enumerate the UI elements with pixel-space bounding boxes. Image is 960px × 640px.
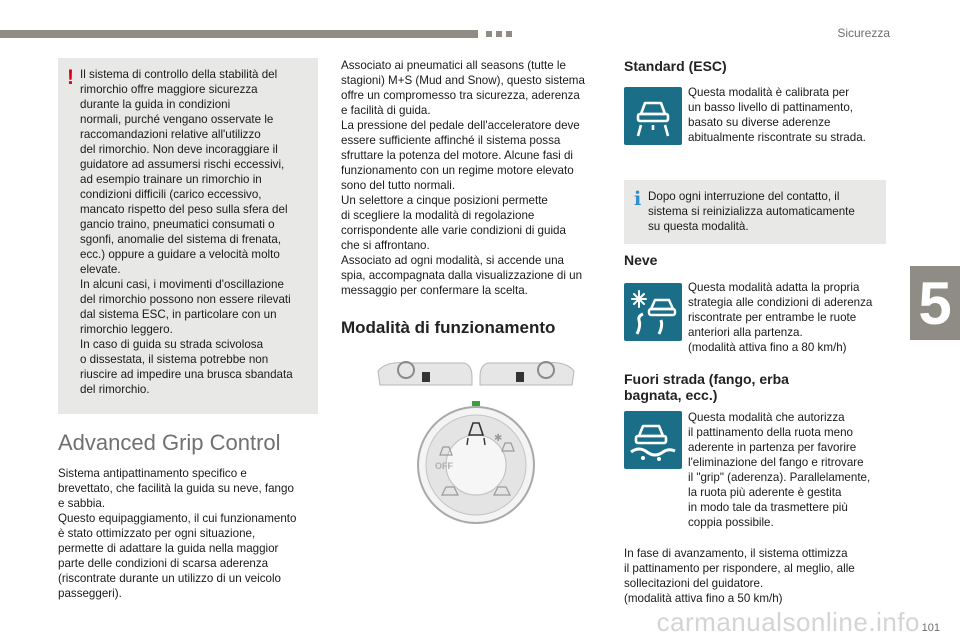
section-title: Sicurezza bbox=[837, 26, 890, 40]
info-icon: i bbox=[634, 188, 642, 210]
advanced-grip-text: Sistema antipattinamento specifico e brevettato, che facilità la guida su neve, fango e sabbia. Questo equipaggiamento, il cui funzionamento è stato ottimizzato per ogni situazione, permette di adattare la guida nella maggior parte delle condizioni di scarsa aderenza (riscontrate durante un utilizzo di un veicolo passeggeri). bbox=[58, 467, 297, 600]
header-rule bbox=[0, 30, 478, 38]
mode-fuori-strada-text: Questa modalità che autorizza il pattinamento della ruota meno aderente in partenza per favorire l'eliminazione del fango e ritrovare il "grip" (aderenza). Parallelamente, la ruota più aderente è gestita in modo tale da trasmettere più coppia possibile. bbox=[688, 411, 871, 529]
mode-bottom-text: In fase di avanzamento, il sistema ottimizza il pattinamento per rispondere, al meglio, alle sollecitazioni del guidatore. (modalità attiva fino a 50 km/h) bbox=[624, 547, 855, 605]
warning-icon: ! bbox=[67, 66, 74, 89]
car-road-icon bbox=[624, 87, 682, 145]
mode-neve-title: Neve bbox=[624, 252, 658, 268]
svg-text:✱: ✱ bbox=[494, 433, 503, 444]
page-number: 101 bbox=[921, 622, 940, 634]
selector-dial-icon bbox=[376, 355, 576, 525]
mode-neve-text: Questa modalità adatta la propria strategia alle condizioni di aderenza riscontrate per entrambe le ruote anteriori alla partenza. (modalità attiva fino a 80 km/h) bbox=[688, 281, 873, 354]
selector-off-label: OFF bbox=[435, 461, 453, 471]
modes-heading: Modalità di funzionamento bbox=[341, 318, 556, 337]
info-note-text: Dopo ogni interruzione del contatto, il sistema si reinizializza automaticamente su questa modalità. bbox=[648, 190, 855, 233]
selector-illustration bbox=[376, 355, 576, 525]
chapter-tab[interactable]: 5 bbox=[910, 266, 960, 340]
advanced-grip-title: Advanced Grip Control bbox=[58, 430, 281, 455]
mode-standard-text: Questa modalità è calibrata per un basso livello di pattinamento, basato su diverse aderenze abitualmente riscontrate su strada. bbox=[688, 86, 866, 144]
mud-mode-icon bbox=[624, 411, 682, 469]
warning-text: Il sistema di controllo della stabilità del rimorchio offre maggiore sicurezza durante la guida in condizioni normali, purché vengano osservate le raccomandazioni relative all'utilizzo del rimorchio. Non deve incoraggiare il guidatore ad assumersi rischi eccessivi, ad esempio trainare un rimorchio in condizioni difficili (carico eccessivo, mancato rispetto del peso sulla sfera del gancio traino, pneumatici consumati o sgonfi, anomalie del sistema di frenata, ecc.) oppure a guidare a velocità molto elevate. In alcuni casi, i movimenti d'oscillazione del rimorchio possono non essere rilevati dal sistema ESC, in particolare con un rimorchio leggero. In caso di guida su strada scivolosa o dissestata, il sistema potrebbe non riuscire ad impedire una brusca sbandata del rimorchio. bbox=[80, 68, 293, 396]
watermark: carmanualsonline.info bbox=[656, 607, 920, 637]
snow-mode-icon bbox=[624, 283, 682, 341]
header-dots bbox=[486, 31, 512, 37]
info-box bbox=[624, 180, 886, 244]
mode-standard-title: Standard (ESC) bbox=[624, 58, 727, 74]
column2-text: Associato ai pneumatici all seasons (tutte le stagioni) M+S (Mud and Snow), questo sistema offre un compromesso tra sicurezza, aderenza e facilità di guida. La pressione del pedale dell'acceleratore deve essere sufficiente affinché il sistema possa sfruttare la potenza del motore. Alcune fasi di funzionamento con un regime motore elevato sono del tutto normali. Un selettore a cinque posizioni permette di scegliere la modalità di regolazione corrispondente alle varie condizioni di guida che si affrontano. Associato ad ogni modalità, si accende una spia, accompagnata dalla visualizzazione di un messaggio per confermare la scelta. bbox=[341, 59, 585, 297]
warning-box bbox=[58, 58, 318, 414]
mode-fuori-strada-title: Fuori strada (fango, erba bagnata, ecc.) bbox=[624, 371, 789, 403]
